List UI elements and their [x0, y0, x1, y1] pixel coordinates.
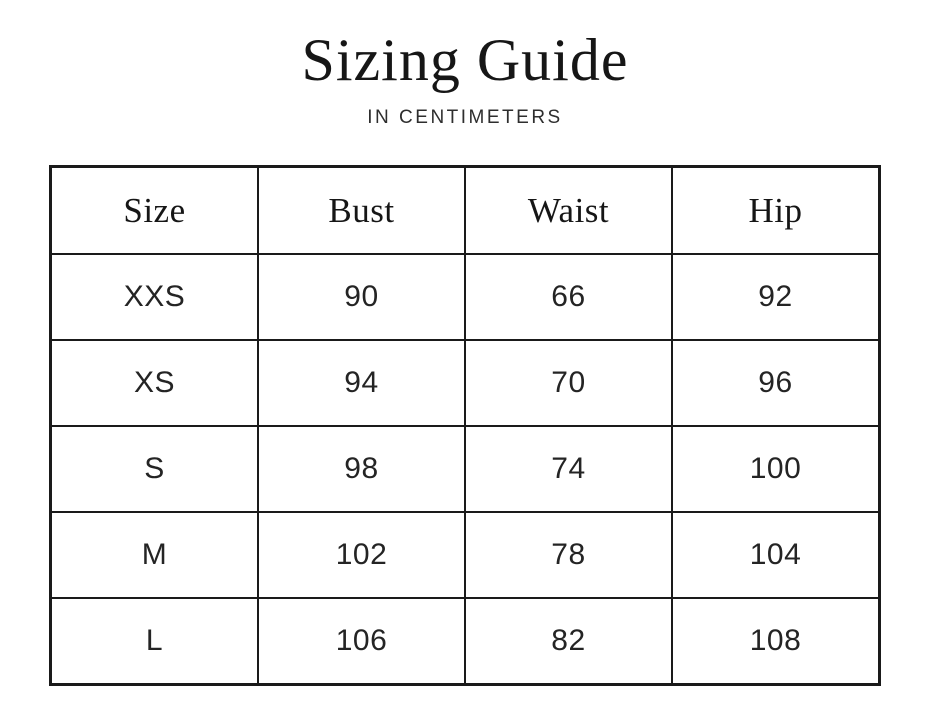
- column-header-size: Size: [51, 167, 258, 255]
- header-row: [51, 167, 880, 255]
- sizing-table-body: [51, 254, 880, 685]
- page-subtitle: IN CENTIMETERS: [367, 107, 563, 128]
- hip-value: 108: [672, 598, 880, 685]
- bust-value: 94: [258, 340, 465, 426]
- size-label: M: [51, 512, 258, 598]
- waist-value: 82: [465, 598, 672, 685]
- page-title: Sizing Guide: [301, 27, 629, 93]
- bust-value: 90: [258, 254, 465, 340]
- table-row-s: [51, 426, 880, 512]
- size-label: L: [51, 598, 258, 685]
- waist-value: 66: [465, 254, 672, 340]
- hip-value: 92: [672, 254, 880, 340]
- column-header-hip: Hip: [672, 167, 880, 255]
- hip-value: 100: [672, 426, 880, 512]
- waist-value: 74: [465, 426, 672, 512]
- sizing-table-header: [51, 167, 880, 255]
- sizing-table: [49, 165, 881, 686]
- table-row-l: [51, 598, 880, 685]
- size-label: XXS: [51, 254, 258, 340]
- waist-value: 70: [465, 340, 672, 426]
- hip-value: 104: [672, 512, 880, 598]
- table-row-m: [51, 512, 880, 598]
- column-header-waist: Waist: [465, 167, 672, 255]
- bust-value: 98: [258, 426, 465, 512]
- size-label: S: [51, 426, 258, 512]
- bust-value: 106: [258, 598, 465, 685]
- hip-value: 96: [672, 340, 880, 426]
- table-row-xxs: [51, 254, 880, 340]
- table-row-xs: [51, 340, 880, 426]
- bust-value: 102: [258, 512, 465, 598]
- column-header-bust: Bust: [258, 167, 465, 255]
- size-label: XS: [51, 340, 258, 426]
- waist-value: 78: [465, 512, 672, 598]
